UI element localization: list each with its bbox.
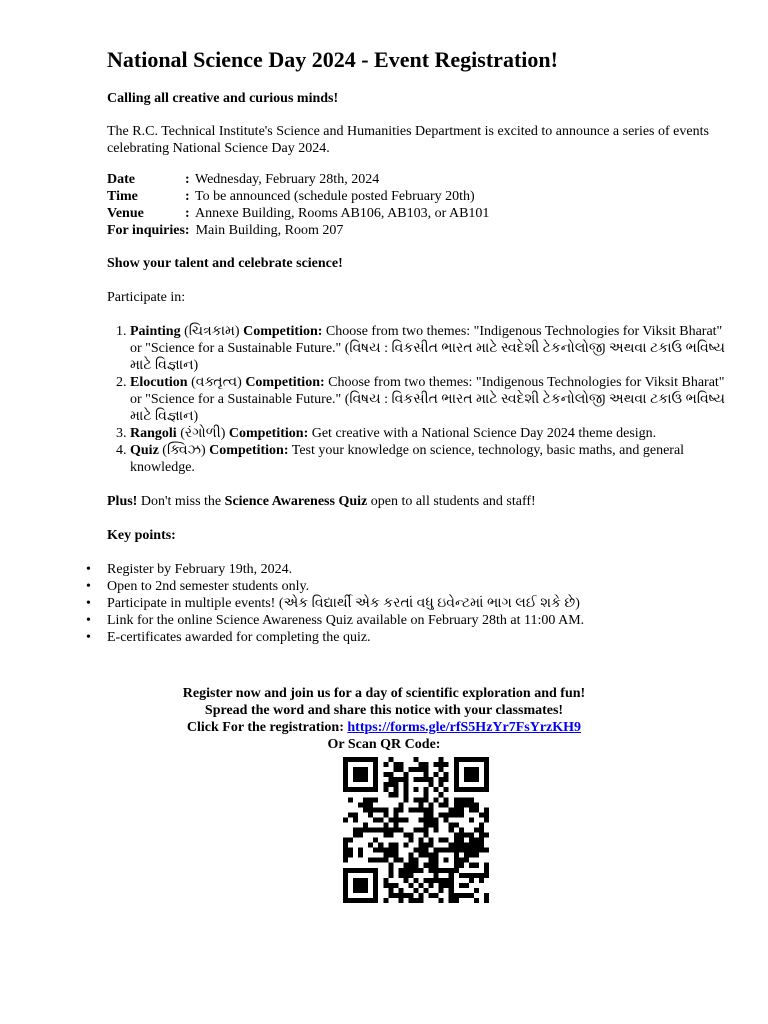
key-points-list [0,561,700,646]
detail-row-inquiries [107,222,727,239]
participate-label: Participate in: [107,290,186,305]
event-gujarati: (વક્તૃત્વ) [187,375,246,390]
footer-line-3 [0,719,768,736]
list-item: • Register by February 19th, 2024. [0,561,700,578]
detail-label: Date [107,172,135,187]
detail-value: Annexe Building, Rooms AB106, AB103, or AB101 [195,206,490,221]
detail-row-date [107,171,727,188]
notice-document [107,46,727,646]
footer-line-1: Register now and join us for a day of scientific exploration and fun! [182,686,586,701]
event-desc: Get creative with a National Science Day 2024 theme design. [308,426,657,441]
detail-value: Main Building, Room 207 [195,223,344,238]
show-talent-heading: Show your talent and celebrate science! [107,256,343,271]
detail-label: Venue [107,206,144,221]
event-desc: Test your knowledge on science, technology, basic maths, and general knowledge. [130,443,685,475]
list-item [130,374,727,425]
list-item: • Link for the online Science Awareness Quiz available on February 28th at 11:00 AM. [0,612,700,629]
plus-highlight: Science Awareness Quiz [224,494,368,509]
qr-code-icon[interactable] [343,756,489,904]
plus-pre: Don't miss the [137,494,225,509]
list-item [130,442,727,476]
event-gujarati: (ચિત્રકામ) [180,324,244,339]
event-desc: Choose from two themes: "Indigenous Technologies for Viksit Bharat" or "Science for a Sustainable Future." (વિષય : વિકસીત ભારત માટે સ્વદેશી ટેકનોલોજી અથવા ટકાઉ ભવિષ્ય માટે વિજ્ઞાન) [130,375,725,424]
detail-separator: : [185,206,190,221]
detail-row-time [107,188,727,205]
event-type: Competition: [245,375,325,390]
event-name: Rangoli [130,426,177,441]
event-name: Painting [130,324,181,339]
events-list [107,323,727,476]
detail-value: To be announced (schedule posted February 20th) [195,189,475,204]
registration-prefix: Click For the registration: [186,720,348,735]
footer-line-2: Spread the word and share this notice with your classmates! [204,703,564,718]
list-item: • Participate in multiple events! (એક વિદ્યાર્થી એક કરતાં વધુ ઇવેન્ટમાં ભાગ લઈ શકે છે) [0,595,700,612]
plus-paragraph [107,493,727,510]
detail-value: Wednesday, February 28th, 2024 [195,172,380,187]
key-points-heading: Key points: [107,528,176,543]
detail-label: For inquiries: [107,223,190,238]
event-type: Competition: [228,426,309,441]
event-desc: Choose from two themes: "Indigenous Technologies for Viksit Bharat" or "Science for a Sustainable Future." (વિષય : વિકસીત ભારત માટે સ્વદેશી ટેકનોલોજી અથવા ટકાઉ ભવિષ્ય માટે વિજ્ઞાન) [130,324,725,373]
detail-separator: : [185,189,190,204]
plus-post: open to all students and staff! [367,494,536,509]
page-title: National Science Day 2024 - Event Registration! [107,47,558,72]
event-name: Elocution [130,375,188,390]
calling-text: Calling all creative and curious minds! [107,91,339,106]
event-details [107,171,727,239]
intro-paragraph: The R.C. Technical Institute's Science and Humanities Department is excited to announce a series of events celebrating National Science Day 2024. [107,124,709,156]
list-item: • E-certificates awarded for completing the quiz. [0,629,700,646]
event-gujarati: (રંગોળી) [176,426,229,441]
footer-callout [0,685,768,753]
plus-label: Plus! [107,494,138,509]
detail-separator: : [185,172,190,187]
detail-label: Time [107,189,138,204]
event-type: Competition: [209,443,289,458]
event-name: Quiz [130,443,159,458]
registration-link[interactable]: https://forms.gle/rfS5HzYr7FsYrzKH9 [347,720,582,735]
footer-line-4: Or Scan QR Code: [327,737,441,752]
event-gujarati: (ક્વિઝ) [158,443,210,458]
list-item [130,323,727,374]
detail-row-venue [107,205,727,222]
list-item: • Open to 2nd semester students only. [0,578,700,595]
list-item [130,425,727,442]
event-type: Competition: [243,324,323,339]
